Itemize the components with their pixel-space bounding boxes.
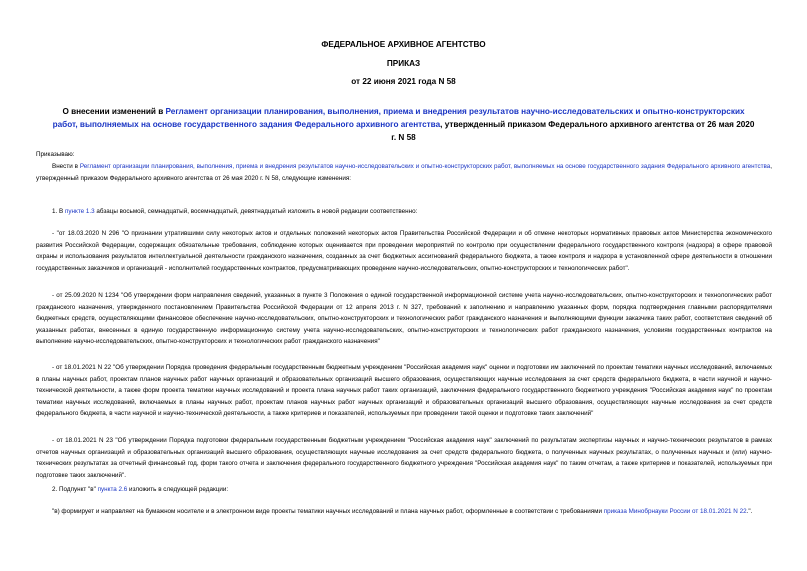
clause-1-3-link[interactable]: пункте 1.3: [64, 208, 95, 215]
document-date-number: от 22 июня 2021 года N 58: [351, 77, 456, 86]
quote-paragraph-4: - от 18.01.2021 N 23 "Об утверждении Порядка подготовки федеральным государственным бюджетным учреждением "Российская академия наук" заключений по результатам экспертизы научных и научно-технических результатов в рамках отчетов научных организаций и образовательных организаций высшего образования, осуществляющих научные исследования за счет средств федерального бюджета, о полученных научных результатах, о полученных научных и (или) научно-технических результатах за отчетный финансовый год, форм такого отчета и заключения федерального государственного бюджетного учреждения "Российская академия наук" по таким отчетам, а также критериев и показателей, используемых при подготовке таких заключений".: [36, 437, 772, 479]
document-type: ПРИКАЗ: [386, 59, 421, 68]
quote-paragraph-3: - от 18.01.2021 N 22 "Об утверждении Порядка проведения федеральным государственным бюджетным учреждением "Российская академия наук" оценки и подготовки им заключений по проектам тематики научных исследований, включаемых в планы научных работ, проектам планов научных работ научных организаций и образовательных организаций высшего образования, осуществляющих научные исследования за счет средств федерального бюджета, в части научной и научно-технической деятельности, а также форм проекта тематики научных исследований и проекта плана научных работ таких организаций, заключения федерального государственного бюджетного учреждения "Российская академия наук" по проектам тематики научных исследований, включаемых в планы научных работ, проектам планов научных работ научных организаций и образовательных организаций высшего образования, осуществляющих научные исследования за счет средств федерального бюджета, в части научной и научно-технической деятельности, а также критериев и показателей, используемых при проведении такой оценки и подготовке таких заключений": [36, 364, 772, 418]
item-1: 1. В пункте 1.3 абзацы восьмой, семнадцатый, восемнадцатый, девятнадцатый изложить в новой редакции соответственно:: [52, 208, 418, 215]
quote-paragraph-5: "в) формирует и направляет на бумажном носителе и в электронном виде проекты тематики научных исследований и плана научных работ, оформленные в соответствии с требованиями приказа Минобрнауки России от 18.01.2021 N 22.".: [52, 508, 753, 515]
intro-paragraph: Внести в Регламент организации планирования, выполнения, приема и внедрения результатов научно-исследовательских и опытно-конструкторских работ, выполняемых на основе государственного задания Федерального архивного агентства, утвержденный приказом Федерального архивного агентства от 26 мая 2020 г. N 58, следующие изменения:: [36, 163, 773, 182]
quote-paragraph-2: - от 25.09.2020 N 1234 "Об утверждении форм направления сведений, указанных в пункте 3 Положения о единой государственной информационной системе учета научно-исследовательских, опытно-конструкторских и технологических работ гражданского назначения, утвержденного постановлением Правительства Российской Федерации от 12 апреля 2013 г. N 327, требований к заполнению и направлению указанных форм, порядка подтверждения главными распорядителями бюджетных средств, осуществляющими финансовое обеспечение научно-исследовательских, опытно-конструкторских и технологических работ гражданского назначения и выполняющими функции заказчика таких работ, соответствия сведений об указанных работах, внесенных в единую государственную информационную систему учета научно-исследовательских, опытно-конструкторских и технологических работ гражданского назначения, условиям государственных контрактов на выполнение научно-исследовательских, опытно-конструкторских и технологических работ гражданского назначения": [36, 292, 772, 346]
agency-name: ФЕДЕРАЛЬНОЕ АРХИВНОЕ АГЕНТСТВО: [321, 40, 486, 49]
order-label: Приказываю:: [36, 151, 75, 158]
clause-2-6-link[interactable]: пункта 2.6: [97, 486, 128, 493]
item-2: 2. Подпункт "в" пункта 2.6 изложить в следующей редакции:: [52, 486, 229, 493]
order-minobrnauki-link[interactable]: приказа Минобрнауки России от 18.01.2021 N 22: [603, 508, 747, 515]
document-title: О внесении изменений в Регламент организации планирования, выполнения, приема и внедрения результатов научно-исследовательских и опытно-конструкторских работ, выполняемых на основе государственного задания Федерального архивного агентства, утвержденный приказом Федерального архивного агентства от 26 мая 2020 г. N 58: [52, 107, 755, 142]
regulation-link-body[interactable]: Регламент организации планирования, выполнения, приема и внедрения результатов научно-исследовательских и опытно-конструкторских работ, выполняемых на основе государственного задания Федерального архивного агентства: [79, 163, 771, 170]
regulation-link[interactable]: Регламент организации планирования, выполнения, приема и внедрения результатов научно-исследовательских и опытно-конструкторских работ, выполняемых на основе государственного задания Федерального архивного агентства: [52, 107, 745, 129]
quote-paragraph-1: - "от 18.03.2020 N 296 "О признании утратившими силу некоторых актов и отдельных положений некоторых актов Правительства Российской Федерации и об отмене некоторых нормативных правовых актов Министерства экономического развития Российской Федерации, содержащих обязательные требования, соблюдение которых оценивается при проведении мероприятий по контролю при осуществлении федерального государственного контроля (надзора) в сфере правовой охраны и использования результатов интеллектуальной деятельности гражданского назначения, созданных за счет бюджетных ассигнований федерального бюджета, а также контроля и надзора в установленной сфере деятельности в отношении государственных заказчиков и организаций - исполнителей государственных контрактов, предусматривающих проведение научно-исследовательских, опытно-конструкторских и технологических работ".: [36, 230, 772, 272]
